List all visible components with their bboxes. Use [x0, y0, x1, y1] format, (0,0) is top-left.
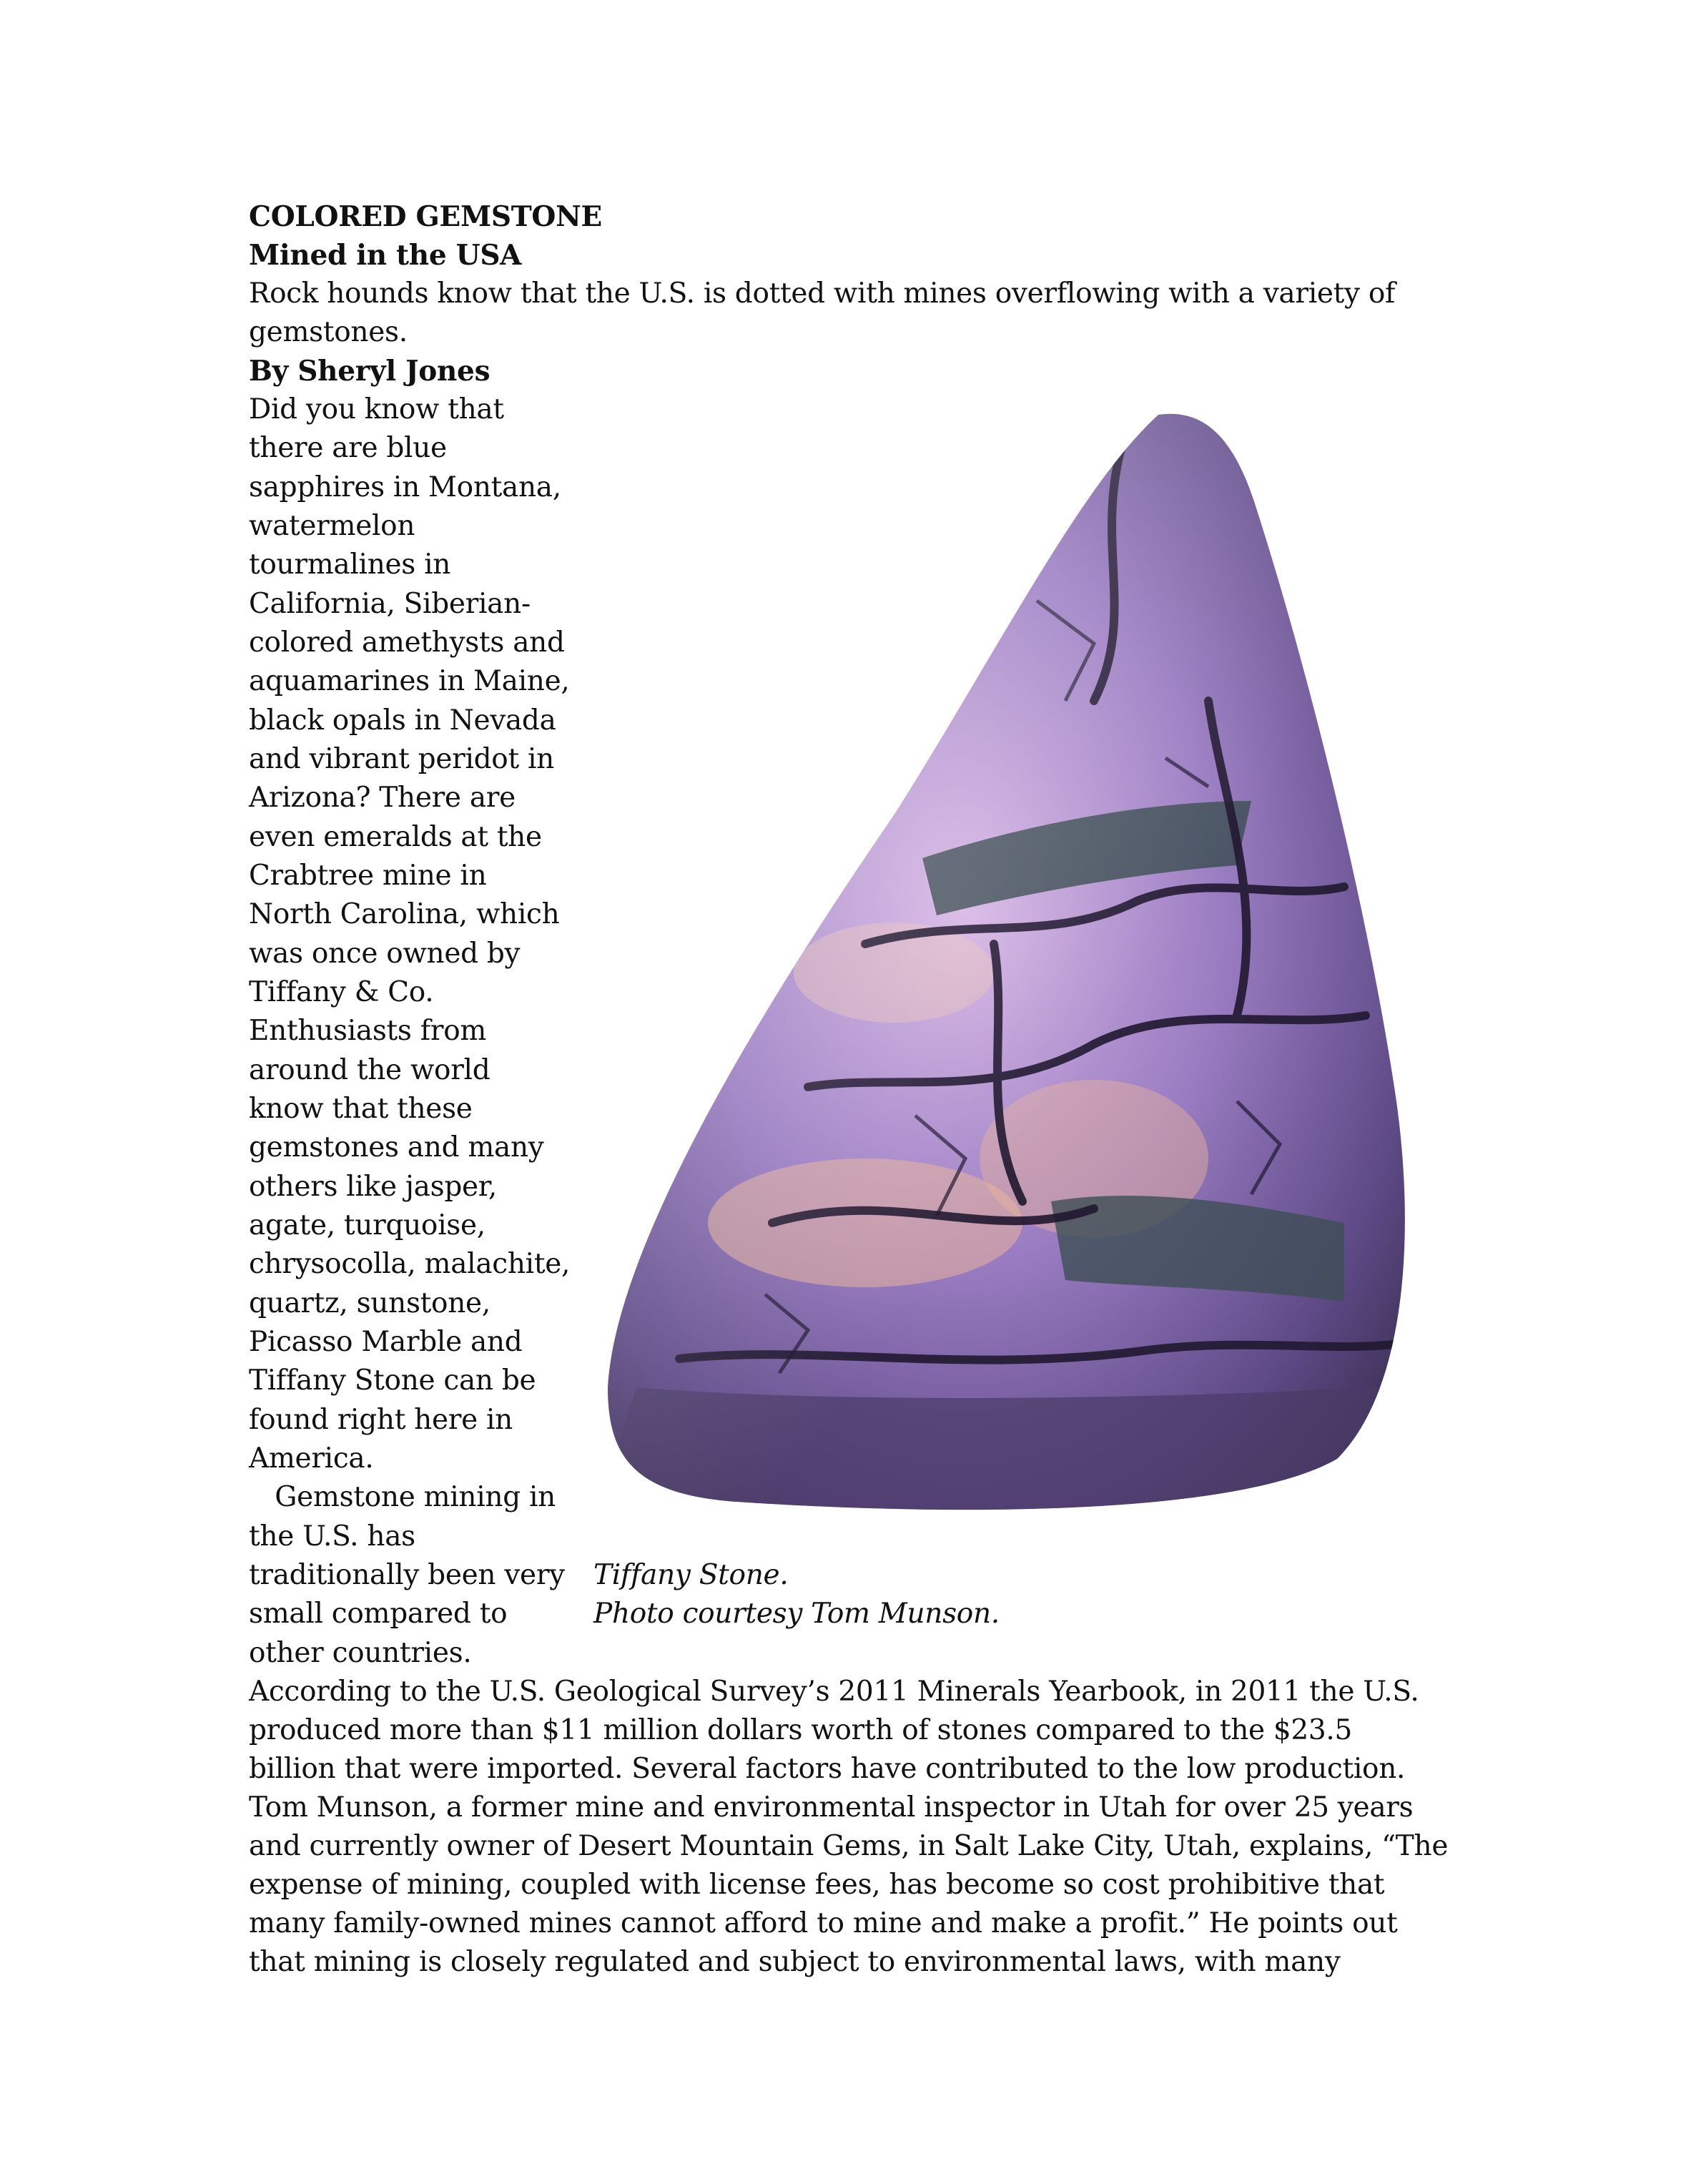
column-line: traditionally been very [249, 1559, 565, 1591]
article-title: Mined in the USA [249, 239, 522, 272]
column-line: Tiffany Stone can be [249, 1364, 536, 1397]
stone-body [593, 400, 1416, 1523]
section-kicker: COLORED GEMSTONE [249, 200, 602, 233]
body-line: produced more than $11 million dollars worth of stones compared to the $23.5 [249, 1714, 1353, 1746]
column-line: colored amethysts and [249, 626, 565, 659]
article-deck-line-2: gemstones. [249, 316, 408, 348]
column-line: California, Siberian- [249, 588, 531, 620]
column-line: watermelon [249, 510, 415, 542]
column-line: America. [249, 1442, 374, 1475]
column-line: Tiffany & Co. [249, 976, 434, 1008]
body-line: Tom Munson, a former mine and environmental inspector in Utah for over 25 years [249, 1791, 1414, 1824]
column-line: agate, turquoise, [249, 1209, 485, 1241]
column-line: sapphires in Montana, [249, 471, 561, 503]
column-line: other countries. [249, 1637, 472, 1669]
column-line: Gemstone mining in [249, 1481, 556, 1513]
byline: By Sheryl Jones [249, 355, 490, 388]
column-line: others like jasper, [249, 1171, 497, 1203]
photo-caption-line-2: Photo courtesy Tom Munson. [593, 1598, 1000, 1630]
column-line: black opals in Nevada [249, 704, 556, 737]
body-line: that mining is closely regulated and subject to environmental laws, with many [249, 1946, 1341, 1978]
column-line: aquamarines in Maine, [249, 665, 570, 697]
article-deck-line-1: Rock hounds know that the U.S. is dotted with mines overflowing with a variety of [249, 277, 1396, 310]
column-line: North Carolina, which [249, 898, 560, 930]
column-line: Enthusiasts from [249, 1015, 487, 1047]
body-line: many family-owned mines cannot afford to mine and make a profit.” He points out [249, 1907, 1398, 1939]
body-line: According to the U.S. Geological Survey’s 2011 Minerals Yearbook, in 2011 the U.S. [249, 1676, 1419, 1708]
photo-caption-line-1: Tiffany Stone. [593, 1559, 789, 1591]
column-line: Picasso Marble and [249, 1326, 523, 1358]
column-line: Did you know that [249, 393, 504, 426]
column-line: the U.S. has [249, 1520, 415, 1553]
body-line: billion that were imported. Several factors have contributed to the low production. [249, 1753, 1406, 1785]
column-line: around the world [249, 1054, 490, 1086]
column-line: and vibrant peridot in [249, 743, 554, 775]
column-line: chrysocolla, malachite, [249, 1248, 571, 1280]
column-line: was once owned by [249, 938, 521, 970]
column-line: tourmalines in [249, 549, 451, 581]
column-line: quartz, sunstone, [249, 1287, 490, 1319]
column-line: Arizona? There are [249, 782, 516, 814]
column-line: Crabtree mine in [249, 860, 487, 892]
column-line: small compared to [249, 1598, 508, 1630]
tiffany-stone-photo [593, 400, 1416, 1523]
column-line: found right here in [249, 1404, 513, 1436]
column-line: there are blue [249, 432, 447, 464]
column-line: know that these [249, 1093, 473, 1125]
body-line: expense of mining, coupled with license fees, has become so cost prohibitive that [249, 1869, 1385, 1901]
body-line: and currently owner of Desert Mountain Gems, in Salt Lake City, Utah, explains, “The [249, 1830, 1449, 1862]
column-line: even emeralds at the [249, 821, 542, 853]
column-line: gemstones and many [249, 1131, 544, 1164]
